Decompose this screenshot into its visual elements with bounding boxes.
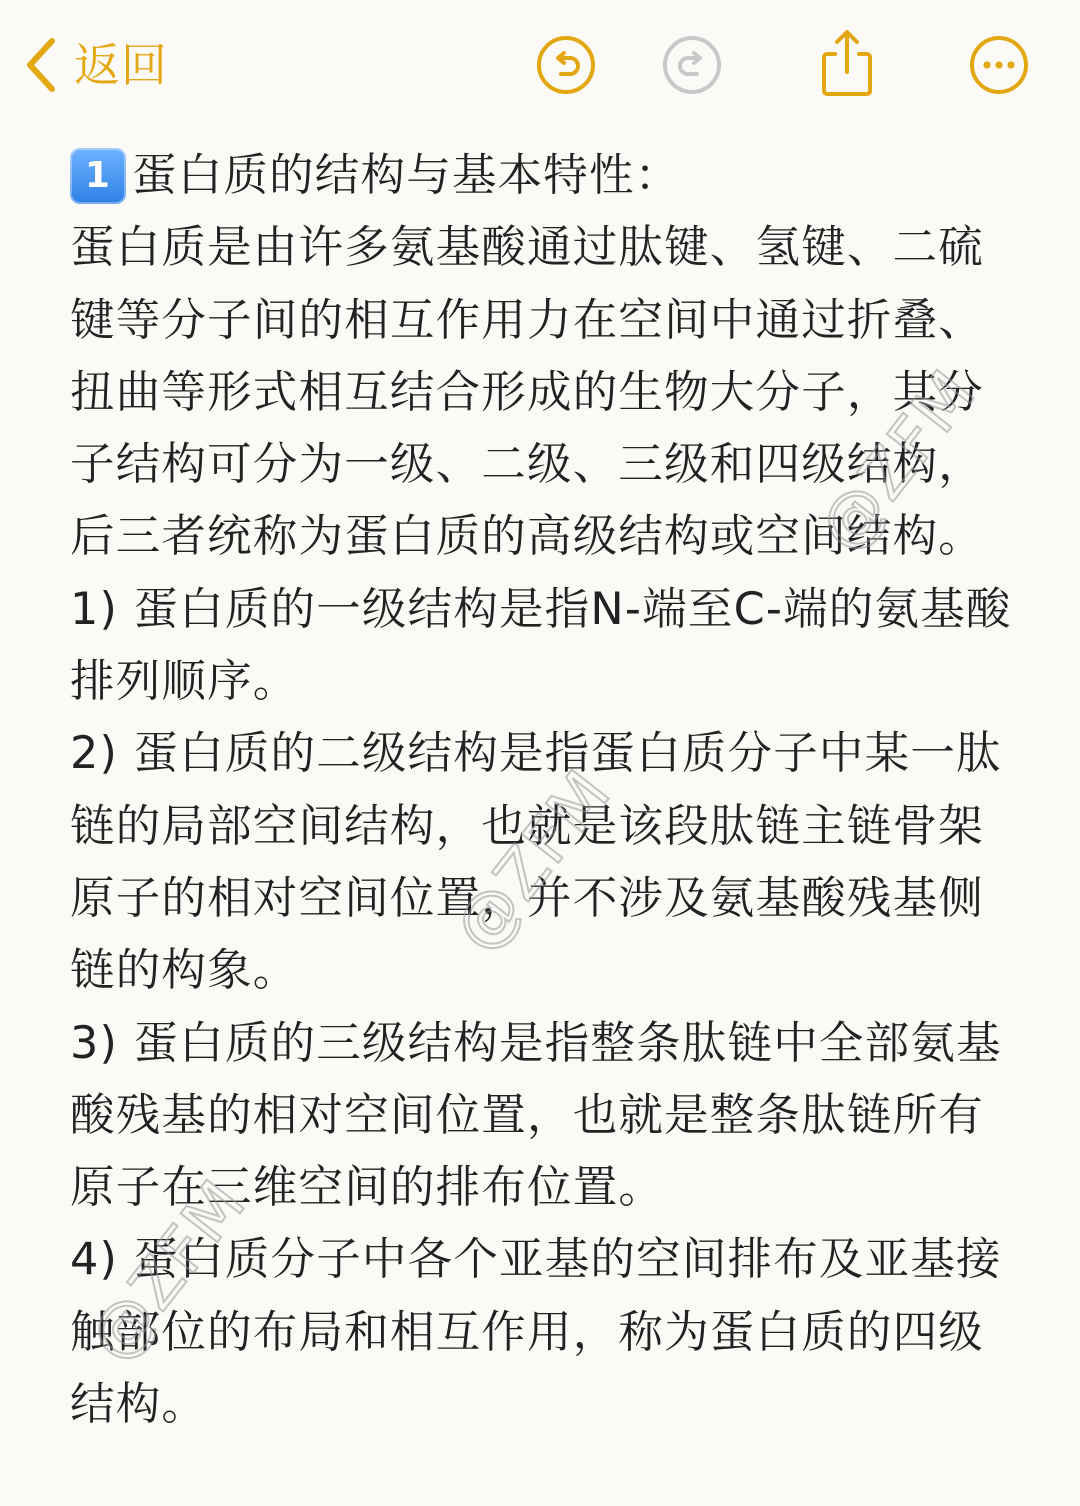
- undo-button[interactable]: [535, 34, 597, 96]
- note-body[interactable]: [70, 140, 1020, 1441]
- back-label: 返回: [74, 38, 168, 92]
- note-paragraph: 4) 蛋白质分子中各个亚基的空间排布及亚基接触部位的布局和相互作用，称为蛋白质的四级结构。: [70, 1234, 1002, 1431]
- watermark: @ZFM: [805, 356, 992, 566]
- note-heading: [70, 140, 1020, 212]
- more-button[interactable]: [968, 34, 1030, 96]
- redo-button[interactable]: [661, 34, 723, 96]
- back-button[interactable]: [22, 30, 168, 100]
- share-button[interactable]: [816, 28, 878, 98]
- note-paragraph: 1) 蛋白质的一级结构是指N-端至C-端的氨基酸排列顺序。: [70, 583, 1012, 708]
- chevron-left-icon: [22, 35, 58, 95]
- undo-icon: [535, 34, 597, 96]
- navigation-bar: [0, 0, 1080, 130]
- number-one-badge: 1: [70, 148, 126, 204]
- redo-icon: [661, 34, 723, 96]
- watermark: @ZFM: [75, 1166, 262, 1376]
- note-paragraph: 蛋白质是由许多氨基酸通过肽键、氢键、二硫键等分子间的相互作用力在空间中通过折叠、扭曲等形式相互结合形成的生物大分子，其分子结构可分为一级、二级、三级和四级结构，后三者统称为蛋白质的高级结构或空间结构。: [70, 222, 985, 563]
- watermark: @ZFM: [440, 756, 627, 966]
- share-icon: [817, 28, 877, 98]
- note-heading-text: 蛋白质的结构与基本特性：: [132, 150, 681, 201]
- note-paragraph: 3) 蛋白质的三级结构是指整条肽链中全部氨基酸残基的相对空间位置，也就是整条肽链所有原子在三维空间的排布位置。: [70, 1017, 1002, 1214]
- note-paragraph: 2) 蛋白质的二级结构是指蛋白质分子中某一肽链的局部空间结构，也就是该段肽链主链骨架原子的相对空间位置，并不涉及氨基酸残基侧链的构象。: [70, 728, 1002, 997]
- more-icon: [968, 34, 1030, 96]
